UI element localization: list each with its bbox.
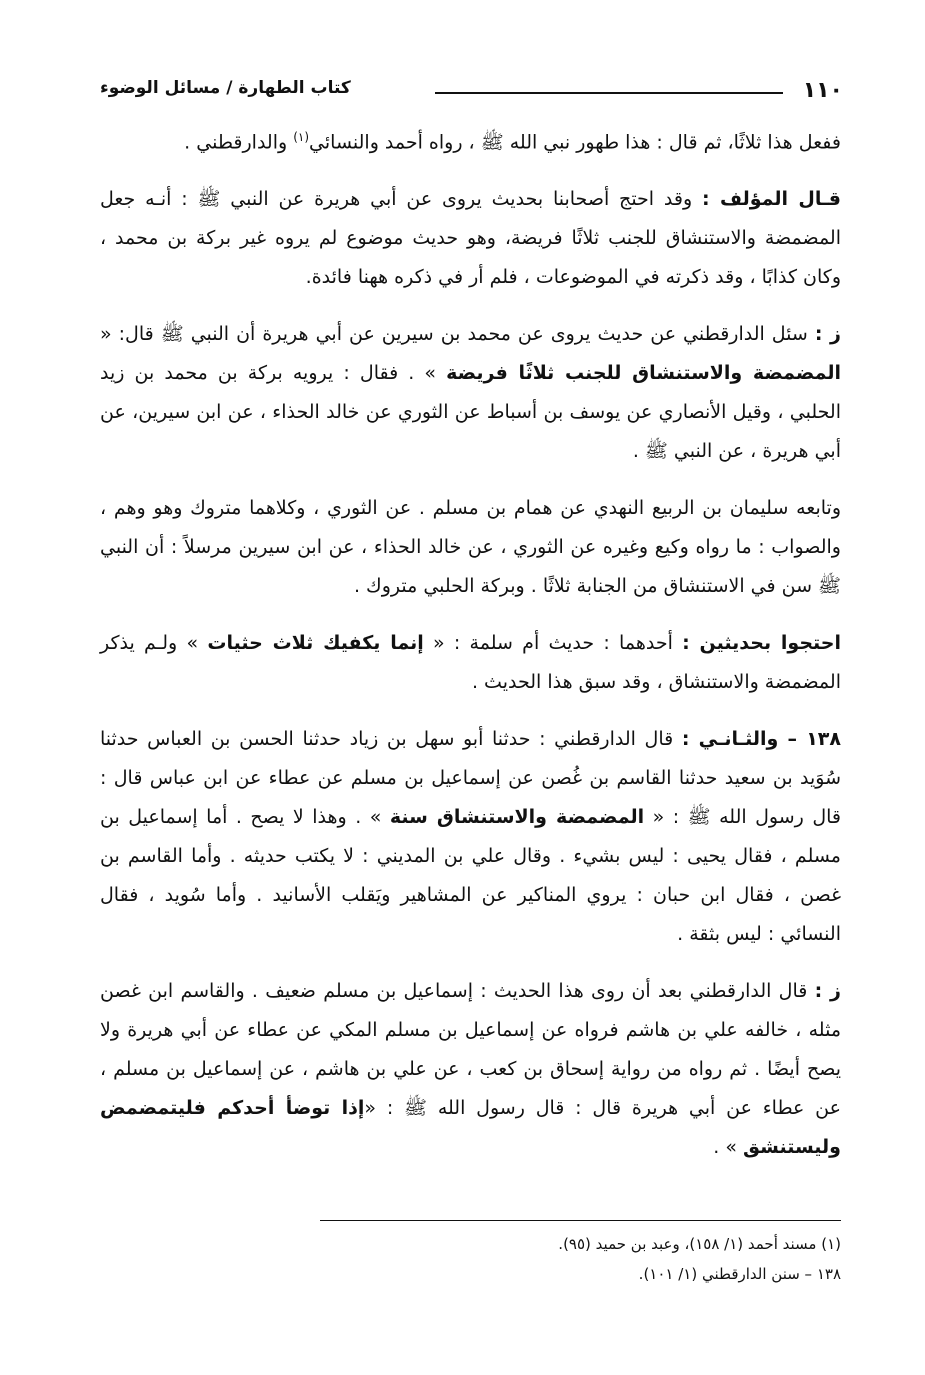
- paragraph-text: أحدهما : حديث أم سلمة : «: [423, 632, 683, 655]
- page-number: ١١٠: [802, 78, 843, 103]
- footnote-rule: [320, 1220, 841, 1221]
- paragraph-lead: قـال المؤلف :: [701, 188, 841, 211]
- paragraph-tail: والدارقطني .: [184, 131, 294, 154]
- paragraph: [100, 489, 841, 606]
- hadith-quote: المضمضة والاستنشاق للجنب ثلاثًا فريضة: [446, 362, 842, 385]
- hadith-quote: إذا توضأ أحدكم فليتمضمض وليستنشق: [100, 1097, 841, 1159]
- paragraph-text: سئل الدارقطني عن حديث يروى عن محمد بن سيرين عن أبي هريرة أن النبي ﷺ قال: «: [100, 323, 808, 346]
- paragraph: [100, 118, 841, 162]
- paragraph-text: ففعل هذا ثلاثًا، ثم قال : هذا طهور نبي الله ﷺ ، رواه أحمد والنسائي: [309, 131, 841, 154]
- footnote: (١) مسند أحمد (١/ ١٥٨)، وعبد بن حميد (٩٥).: [558, 1235, 841, 1253]
- paragraph-lead: احتجوا بحديثين :: [682, 632, 841, 655]
- hadith-quote: إنما يكفيك ثلاث حثيات: [207, 632, 424, 655]
- paragraph: [100, 624, 841, 702]
- paragraph: [100, 972, 841, 1167]
- paragraph-tail: » ولـم يذكر المضمضة والاستنشاق ، وقد سبق هذا الحديث .: [100, 632, 841, 694]
- hadith-quote: المضمضة والاستنشاق سنة: [389, 806, 645, 829]
- paragraph-text: قال الدارقطني : حدثنا أبو سهل بن زياد حدثنا الحسن بن العباس حدثنا سُوَيد بن سعيد حدثنا القاسم بن غُصن عن إسماعيل بن مسلم عن عطاء عن ابن عباس قال : قال رسول الله ﷺ : «: [100, 728, 841, 829]
- paragraph: [100, 180, 841, 297]
- footnote: ١٣٨ – سنن الدارقطني (١/ ١٠١).: [638, 1265, 841, 1283]
- header-rule: [435, 92, 783, 94]
- paragraph-lead: ز :: [814, 323, 841, 346]
- running-title: كتاب الطهارة / مسائل الوضوء: [100, 78, 351, 98]
- paragraph-lead: ز :: [814, 980, 841, 1003]
- paragraph-text: قال الدارقطني بعد أن روى هذا الحديث : إسماعيل بن مسلم ضعيف . والقاسم ابن غصن مثله ، خالفه علي بن هاشم فرواه عن إسماعيل بن مسلم المكي عن عطاء عن أبي هريرة ولا يصح أيضًا . ثم رواه من رواية إسحاق بن كعب ، عن علي بن هاشم ، عن إسماعيل بن مسلم ، عن عطاء عن أبي هريرة قال : قال رسول الله ﷺ : «: [100, 980, 841, 1120]
- footnote-marker: (١): [293, 130, 310, 144]
- paragraph: [100, 315, 841, 471]
- paragraph-tail: » . فقال : يرويه بركة بن محمد بن زيد الحلبي ، وقيل الأنصاري عن يوسف بن أسباط عن الثوري عن خالد الحذاء ، عن ابن سيرين، عن أبي هريرة ، عن النبي ﷺ .: [100, 362, 841, 463]
- paragraph-lead: ١٣٨ – والثـانـي :: [681, 728, 841, 751]
- paragraph-text: وتابعه سليمان بن الربيع النهدي عن همام بن مسلم . عن الثوري ، وكلاهما متروك وهو وهم ، والصواب : ما رواه وكيع وغيره عن الثوري ، عن خالد الحذاء ، عن ابن سيرين مرسلاً : أن النبي ﷺ سن في الاستنشاق من الجنابة ثلاثًا . وبركة الحلبي متروك .: [100, 497, 841, 598]
- paragraph-tail: » .: [713, 1136, 743, 1159]
- paragraph-tail: » . وهذا لا يصح . أما إسماعيل بن مسلم ، فقال يحيى : ليس بشيء . وقال علي بن المديني : لا يكتب حديثه . وأما القاسم بن غصن ، فقال ابن حبان : يروي المناكير عن المشاهير ويَقلب الأسانيد . وأما سُويد ، فقال النسائي : ليس بثقة .: [100, 806, 841, 946]
- page-body: [100, 118, 841, 1185]
- paragraph-text: وقد احتج أصحابنا بحديث يروى عن أبي هريرة عن النبي ﷺ : أنـه جعل المضمضة والاستنشاق للجنب ثلاثًا فريضة، وهو حديث موضوع لم يروه غير بركة بن محمد ، وكان كذابًا ، وقد ذكرته في الموضوعات ، فلم أر في ذكره ههنا فائدة.: [100, 188, 841, 289]
- footnotes: [320, 1220, 841, 1289]
- page-header: [100, 72, 843, 112]
- paragraph: [100, 720, 841, 954]
